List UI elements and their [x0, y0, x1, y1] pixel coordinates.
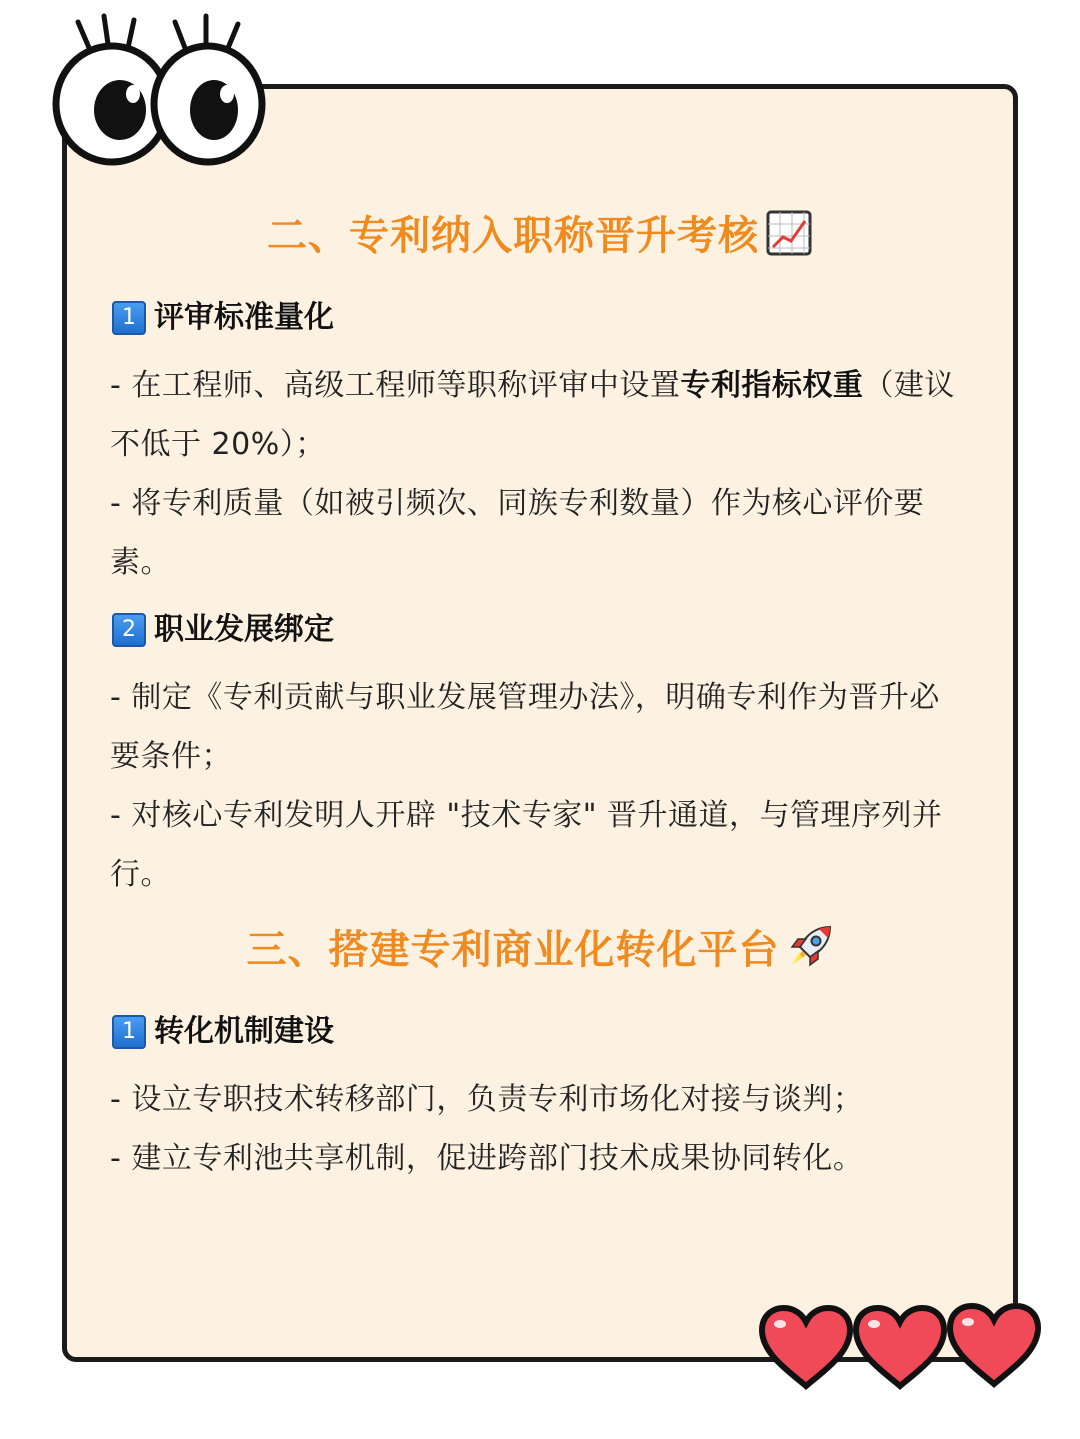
paragraph [110, 1129, 970, 1188]
paragraph [110, 668, 970, 786]
section-heading [0, 208, 1080, 264]
subheading-label: 评审标准量化 [154, 300, 334, 335]
text-run: - 设立专职技术转移部门，负责专利市场化对接与谈判； [110, 1082, 864, 1117]
chart-increasing-icon [765, 209, 813, 257]
number-badge: 2 [112, 613, 146, 647]
subheading [112, 608, 334, 652]
text-run: - 对核心专利发明人开辟 "技术专家" 晋升通道，与管理序列并行。 [110, 798, 943, 892]
subheading-label: 职业发展绑定 [154, 612, 334, 647]
cartoon-eyes-icon [30, 12, 280, 172]
paragraph [110, 356, 970, 474]
paragraph [110, 786, 970, 904]
section-title: 三、搭建专利商业化转化平台 [246, 927, 780, 973]
subheading-label: 转化机制建设 [154, 1014, 334, 1049]
text-run: - 建立专利池共享机制，促进跨部门技术成果协同转化。 [110, 1141, 864, 1176]
paragraph [110, 474, 970, 592]
number-badge: 1 [112, 1015, 146, 1049]
text-run: - 制定《专利贡献与职业发展管理办法》，明确专利作为晋升必要条件； [110, 680, 940, 774]
subheading [112, 296, 334, 340]
bold-text: 专利指标权重 [680, 368, 864, 403]
hearts-icon [750, 1300, 1050, 1395]
paragraph [110, 1070, 970, 1129]
rocket-icon [786, 923, 834, 971]
text-run: （建议不低于 20%）； [110, 368, 955, 462]
text-run: - 将专利质量（如被引频次、同族专利数量）作为核心评价要素。 [110, 486, 925, 580]
number-badge: 1 [112, 301, 146, 335]
section-title: 二、专利纳入职称晋升考核 [267, 213, 759, 259]
text-run: - 在工程师、高级工程师等职称评审中设置 [110, 368, 681, 403]
section-heading [0, 922, 1080, 978]
subheading [112, 1010, 334, 1054]
